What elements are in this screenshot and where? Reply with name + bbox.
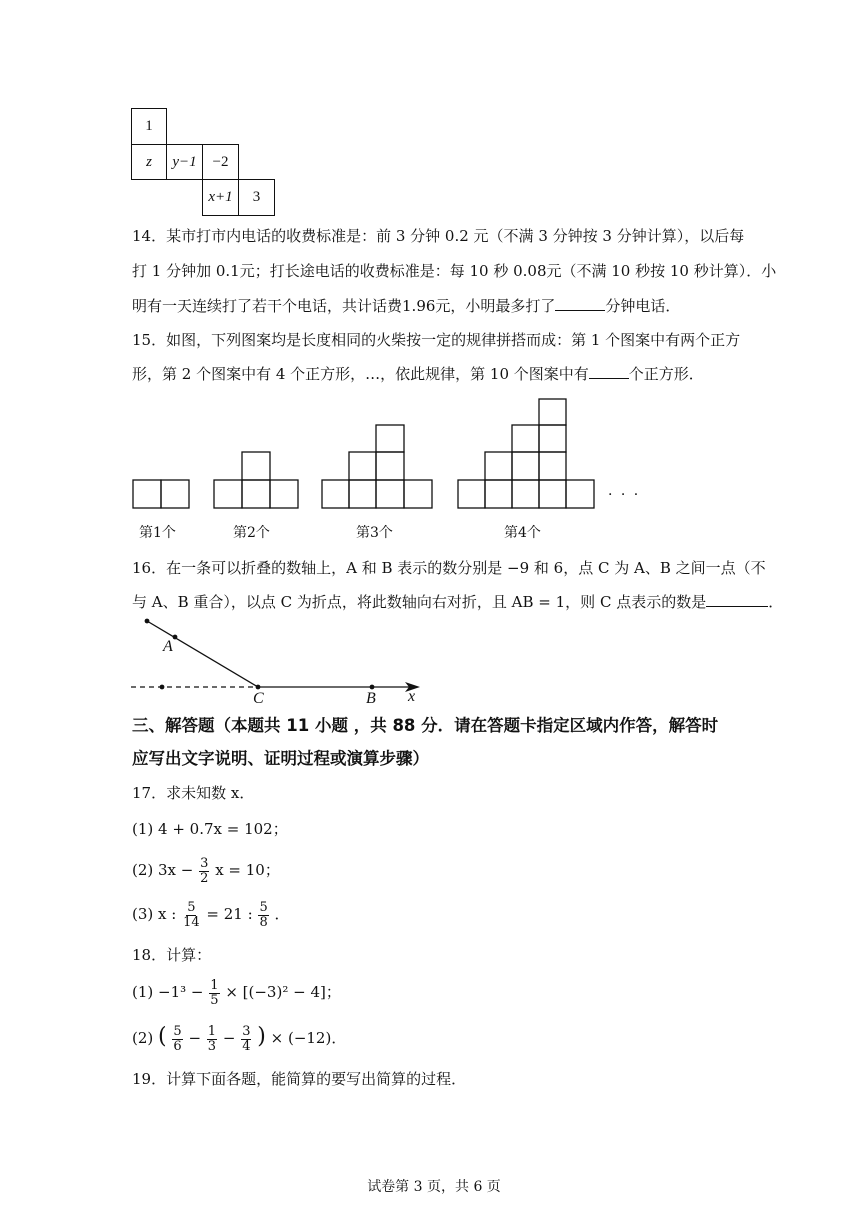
ellipsis: · · · (608, 487, 641, 503)
q15-line2: 形，第 2 个图案中有 4 个正方形，…，依此规律，第 10 个图案中有 个正方形． (132, 365, 704, 383)
q15-line1: 15．如图，下列图案均是长度相同的火柴按一定的规律拼搭而成：第 1 个图案中有两个正方 (132, 331, 741, 349)
label-A: A (163, 638, 173, 655)
fraction: $\frac{1}{5}$ (210, 977, 219, 1008)
answer-blank[interactable] (555, 296, 605, 311)
q14-line3: 明有一天连续打了若干个电话，共计话费1.96元，小明最多打了 分钟电话． (132, 297, 681, 315)
net-cell: x+1 (202, 179, 239, 216)
q19-title: 19．计算下面各题，能简算的要写出简算的过程． (132, 1070, 467, 1088)
pattern-2 (214, 452, 298, 508)
fraction: $\frac{3}{4}$ (242, 1023, 251, 1054)
answer-blank[interactable] (589, 364, 629, 379)
section-heading-cont: 应写出文字说明、证明过程或演算步骤） (132, 749, 429, 768)
label-B: B (366, 690, 376, 707)
q17-part3: (3) x : $\frac{5}{14}$ = 21 : $\frac{5}{8}$ ． (132, 899, 290, 930)
folded-number-line-figure (0, 610, 868, 710)
pattern-label: 第2个 (233, 525, 270, 541)
net-cell: −2 (202, 144, 239, 180)
point-B (370, 685, 375, 690)
q16-line1: 16．在一条可以折叠的数轴上，A 和 B 表示的数分别是 −9 和 6，点 C 为 A、B 之间一点（不 (132, 559, 766, 577)
q17-part2: (2) 3x − $\frac{3}{2}$ x = 10； (132, 855, 280, 886)
fraction: $\frac{5}{14}$ (183, 899, 200, 930)
answer-blank[interactable] (706, 592, 768, 607)
pattern-1 (133, 480, 189, 508)
q14-line1: 14．某市打市内电话的收费标准是：前 3 分钟 0.2 元（不满 3 分钟按 3 分钟计算），以后每 (132, 227, 745, 245)
point-C (256, 685, 261, 690)
point-A (173, 635, 178, 640)
q14-line2: 打 1 分钟加 0.1元；打长途电话的收费标准是：每 10 秒 0.08元（不满 10 秒按 10 秒计算）．小 (132, 262, 777, 280)
pattern-3 (322, 425, 432, 508)
q18-part2: (2) ( $\frac{5}{6}$ − $\frac{1}{3}$ − $\frac{3}{4}$ ) × (−12)． (132, 1023, 347, 1054)
pattern-4 (458, 399, 594, 508)
section-heading: 三、解答题（本题共 11 小题 ，共 88 分．请在答题卡指定区域内作答，解答时 (132, 716, 719, 735)
fraction: $\frac{1}{3}$ (207, 1023, 217, 1054)
q17-title: 17．求未知数 x． (132, 784, 255, 802)
net-cell: 3 (238, 179, 275, 216)
q17-part1: (1) 4 + 0.7x = 102； (132, 820, 288, 838)
pattern-label: 第4个 (504, 525, 541, 541)
pattern-label: 第3个 (356, 525, 393, 541)
pattern-label: 第1个 (139, 525, 176, 541)
label-C: C (253, 690, 264, 707)
fraction: $\frac{3}{2}$ (200, 855, 209, 886)
fraction: $\frac{5}{6}$ (173, 1023, 182, 1054)
q18-part1: (1) −1³ − $\frac{1}{5}$ × [(−3)² − 4]； (132, 977, 341, 1008)
net-cell: 1 (131, 108, 167, 145)
q16-line2: 与 A、B 重合），以点 C 为折点，将此数轴向右对折，且 AB = 1，则 C 点表示的数是 ． (132, 593, 784, 611)
fraction: $\frac{5}{8}$ (259, 899, 268, 930)
matchstick-patterns-figure (0, 390, 868, 520)
net-cell: y−1 (166, 144, 203, 180)
q18-title: 18．计算： (132, 946, 212, 964)
page-footer: 试卷第 3 页，共 6 页 (367, 1179, 501, 1195)
net-cell: z (131, 144, 167, 180)
label-x: x (408, 688, 416, 705)
